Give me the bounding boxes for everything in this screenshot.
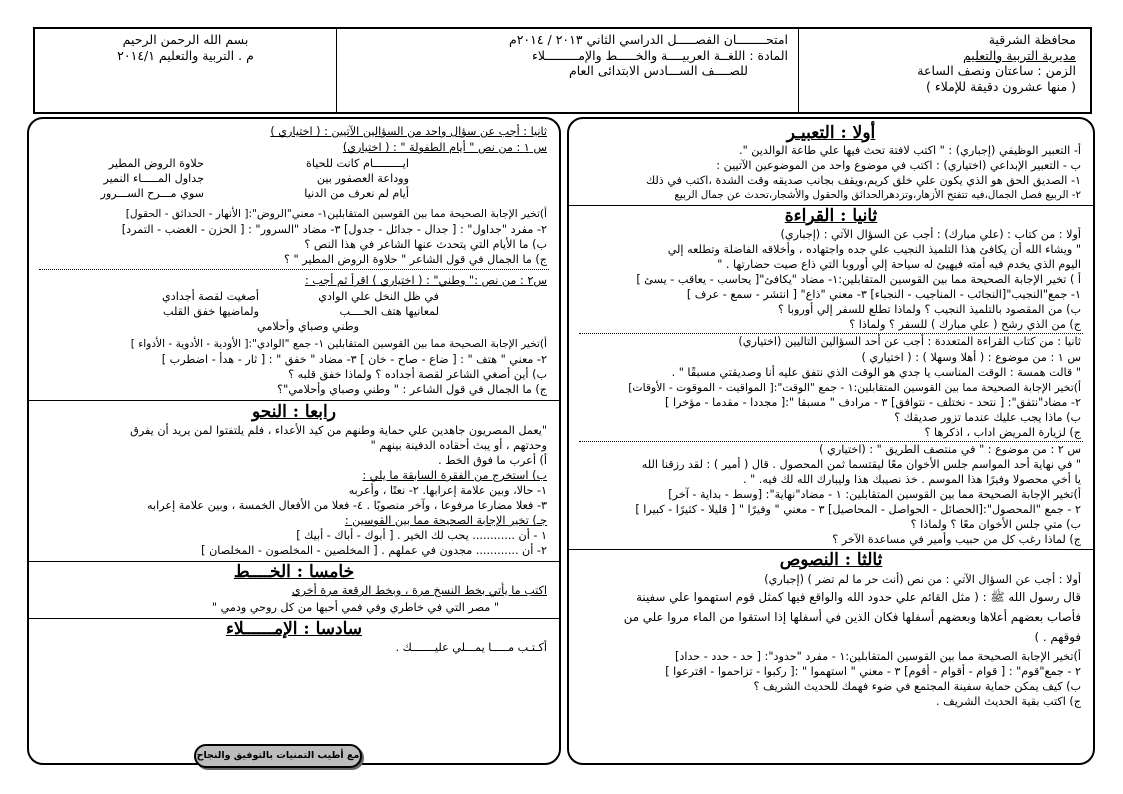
grammar-line: أ) أعرب ما فوق الخط . xyxy=(438,454,547,467)
texts-line: فأصاب بعضهم أعلاها وبعضهم أسفلها فكان الذين في أسفلها إذا استقوا من الماء مروا علي من xyxy=(623,610,1081,624)
left-heading: ثانيا : أجب عن سؤال واحد من السؤالين الآتيين : ( اختياري ) xyxy=(270,125,547,138)
poem1-verse-right: ايـــــــــام كانت للحياة xyxy=(306,157,409,170)
expression-line: أ- التعبير الوظيفي (إجباري) : " اكتب لافتة تحث فيها علي طاعة الوالدين ". xyxy=(739,144,1081,157)
exam-grade: للصــــف الســـادس الابتدائى العام xyxy=(569,63,748,78)
reading-line: س ١ : من موضوع : ( أهلا وسهلا ) : ( اختياري ) xyxy=(861,351,1081,364)
header-left-block xyxy=(35,29,336,112)
reading-line: ج) لزيارة المريض اداب ، اذكرها ؟ xyxy=(924,426,1081,439)
question-1-line: ٢- مفرد "جداول" : [ جدال - جدائل - جدول] ٣- مضاد "السرور" : [ الحزن - الغضب - التمرد] xyxy=(121,223,547,236)
grammar-line: ٢- أن ............ مجدون في عملهم . [ المخلصين - المخلصون - المخلصان ] xyxy=(201,544,547,557)
reading-line: اليوم الذي يخدم فيه أمته فيهيئ له سياحة إلي أوروبا التي ذاع صيت حضارتها . " xyxy=(717,258,1081,271)
question-1-line: ب) ما الأيام التي يتحدث عنها الشاعر في هذا النص ؟ xyxy=(304,238,547,251)
grammar-line: جـ) تخير الإجابة الصحيحة مما بين القوسين : xyxy=(344,514,547,527)
reading-line: س ٢ : من موضوع : " في منتصف الطريق " : (اختياري ) xyxy=(819,443,1081,456)
texts-line: أ)تخير الإجابة الصحيحة مما بين القوسين المتقابلين:١ - مفرد "حدود": [ حد - حدد - حداد] xyxy=(674,650,1081,663)
poem2-verse-right: في ظل النخل علي الوادي xyxy=(318,290,439,303)
section-title-calligraphy: خامسا : الخــــط xyxy=(233,562,355,582)
governorate: محافظة الشرقية xyxy=(988,32,1076,47)
texts-line: أولا : أجب عن السؤال الآتي : من نص (أنت حر ما لم تضر ) (إجباري) xyxy=(764,573,1081,586)
texts-line: ٢ - جمع"قوم" : [ قوام - أقوام - أقوم] ٣ - معني " استهموا " :[ ركبوا - تزاحموا - اقترعوا ] xyxy=(665,665,1081,678)
question-2-line: ٢- معني " هتف " : [ ضاع - صاح - خان ] ٣- مضاد " خفق " : [ ثار - هدأ - اضطرب ] xyxy=(161,353,547,366)
reading-line: أ)تخير الإجابة الصحيحة مما بين القوسين المتقابلين: ١ - مضاد"نهاية": [وسط - بداية - آخر] xyxy=(668,488,1081,501)
poem1-verse-left: سوي مـــرح الســـرور xyxy=(100,187,204,200)
texts-line: قال رسول الله ﷺ : ( مثل القائم علي حدود الله والواقع فيها كمثل قوم استهموا علي سفينة xyxy=(636,590,1081,604)
expression-line: ١- الصديق الحق هو الذي يكون علي خلق كريم،ويقف بجانب صديقه وقت الشدة ،اكتب في ذلك xyxy=(645,174,1081,187)
question-2-title: س٢ : من نص :" وطني" : ( اختياري ) اقرأ ثم أجب : xyxy=(304,274,547,287)
dictation-duration: ( منها عشرون دقيقة للإملاء ) xyxy=(925,78,1076,94)
divider xyxy=(579,441,1083,442)
grammar-line: "يعمل المصريون جاهدين علي حماية وطنهم من كيد الأعداء ، فلم يلتفتوا لمن يريد أن يفرق xyxy=(130,424,547,437)
divider xyxy=(29,400,559,401)
exam-title: امتحــــــــان الفصـــــل الدراسي الثاني ٢٠١٣ / ٢٠١٤م xyxy=(508,32,788,47)
reading-line: ١- جمع"النجيب"[النجائب - المناجيب - النجباء] ٣- معني "ذاع" [ انتشر - سمع - عرف ] xyxy=(686,288,1081,301)
reading-line: ب) متي جلس الأخوان معًا ؟ ولماذا ؟ xyxy=(910,518,1081,531)
reading-line: ٢- مضاد"نتفق": [ نتحد - نختلف - نتوافق] ٣ - مرادف " مسبقا ":[ مجددا - مقدما - مؤخرا ] xyxy=(665,396,1081,409)
question-1-line: أ)تخير الإجابة الصحيحة مما بين القوسين المتقابلين١- معني"الروض":[ الأنهار - الحدائق - الحقول] xyxy=(125,208,547,220)
reading-line: ب) من المقصود بالتلميذ النجيب ؟ ولماذا تطلع للسفر إلي أوروبا ؟ xyxy=(777,303,1081,316)
poem1-verse-right: ووداعة العصفور بين xyxy=(316,172,409,185)
education-date: م . التربية والتعليم ٢٠١٤/١ xyxy=(117,47,254,63)
reading-line: ج) من الذي رشح ( علي مبارك ) للسفر ؟ ولماذا ؟ xyxy=(849,318,1081,331)
expression-line: ب - التعبير الإبداعي (اختياري) : اكتب في موضوع واحد من الموضوعين الآتيين : xyxy=(716,159,1081,172)
poem2-verse-left: ولماضيها خفق القلب xyxy=(162,305,259,318)
texts-line: فوقهم . ) xyxy=(1034,630,1081,644)
good-luck-banner: مع أطيب التمنيات بالتوفيق والنجاح xyxy=(194,744,362,768)
divider xyxy=(39,269,549,270)
reading-line: " في نهاية أحد المواسم جلس الأخوان معًا ليقتسما ثمن المحصول . قال ( أمير ) : لقد رزقنا الله xyxy=(641,458,1081,471)
reading-line: أولا : من كتاب : (علي مبارك) : أجب عن السؤال الآتي : (إجباري) xyxy=(780,228,1081,241)
texts-line: ب) كيف يمكن حماية سفينة المجتمع في ضوء فهمك للحديث الشريف ؟ xyxy=(753,680,1081,693)
expression-line: ٢- الربيع فصل الجمال،فيه تتفتح الأزهار،وتزدهرالحدائق والحقول والأشجار،تحدث عن جمال الربيع xyxy=(674,189,1081,201)
reading-line: ثانيا : من كتاب القراءة المتعددة : أجب عن أحد السؤالين التاليين (اختياري) xyxy=(738,335,1081,348)
reading-line: أ)تخير الإجابة الصحيحة مما بين القوسين المتقابلين:١ - جمع "الوقت":[ المواقيت - الموقوت - الأوقات] xyxy=(628,381,1081,394)
poem2-verse-right: لمعانيها هتف الحــــب xyxy=(339,305,439,318)
reading-line: ب) ماذا يجب عليك عندما تزور صديقك ؟ xyxy=(894,411,1081,424)
header-middle-block xyxy=(336,29,798,112)
section-title-expression: أولا : التعبيـر xyxy=(786,123,876,143)
exam-duration: الزمن : ساعتان ونصف الساعة xyxy=(917,63,1076,78)
section-title-texts: ثالثا : النصوص xyxy=(779,550,883,570)
exam-subject: المادة : اللغــة العربيــــة والخـــــط والإمـــــــــلاء xyxy=(532,47,788,63)
poem2-verse-center: وطني وصباي وأحلامي xyxy=(257,320,359,333)
left-panel xyxy=(27,117,561,765)
reading-line: أ ) تخير الإجابة الصحيحة مما بين القوسين المتقابلين:١- مضاد "يكافئ"[ يحاسب - يعاقب - يسئ ] xyxy=(636,273,1081,286)
section-title-reading: ثانيا : القراءة xyxy=(784,206,878,226)
basmala: بسم الله الرحمن الرحيم xyxy=(122,32,249,47)
grammar-line: وحدتهم ، أو يبث أحقاده الدفينة بينهم " xyxy=(370,439,547,452)
section-title-dictation: سادسا : الإمــــــلاء xyxy=(225,619,363,639)
poem1-verse-left: جداول المـــــاء النمير xyxy=(103,172,204,185)
reading-line: ٢ - جمع "المحصول":[الحصائل - الحواصل - المحاصيل] ٣ - معني " وفيرًا " [ قليلا - كثيرًا - كبيرا ] xyxy=(635,503,1081,516)
calligraphy-line: " مصر التي في خاطري وفي فمي أحبها من كل روحي ودمي " xyxy=(211,601,499,614)
question-1-title: س ١ : من نص " أيام الطفولة " : ( اختياري) xyxy=(342,141,547,154)
poem1-verse-left: حلاوة الروض المطير xyxy=(108,157,204,170)
calligraphy-line: اكتب ما يأتي بخط النسخ مرة ، وبخط الرقعة مرة أخري xyxy=(291,584,547,597)
grammar-line: ١ - أن ............ يحب لك الخير . [ أبوك - أباك - أبيك ] xyxy=(296,529,547,542)
question-1-line: ج) ما الجمال في قول الشاعر " حلاوة الروض المطير " ؟ xyxy=(284,253,547,266)
header-right-block xyxy=(798,29,1090,112)
grammar-line: ٣- فعلا مضارعا مرفوعا ، وآخر منصوبًا . ٤- فعلا من الأفعال الخمسة ، وبين علامة إعرابه xyxy=(147,499,547,512)
directorate: مديرية التربية والتعليم xyxy=(962,47,1076,63)
question-2-line: أ)تخير الإجابة الصحيحة مما بين القوسين المتقابلين ١- جمع "الوادي":[ الأودية - الأدوية - الأدواء ] xyxy=(130,338,547,350)
poem1-verse-right: أيام لم نعرف من الدنيا xyxy=(304,187,409,200)
texts-line: ج) اكتب بقية الحديث الشريف . xyxy=(936,695,1081,708)
section-title-grammar: رابعا : النحو xyxy=(252,402,336,422)
exam-header xyxy=(33,27,1092,114)
poem2-verse-left: أصغيت لقصة أجدادي xyxy=(162,290,259,303)
dictation-line: أكـتـب مـــــا يمـــلي عليـــــــك . xyxy=(395,641,547,654)
question-2-line: ب) أين أصغي الشاعر لقصة أجداده ؟ ولماذا خفق قلبه ؟ xyxy=(288,368,547,381)
reading-line: " قالت همسة : الوقت المناسب يا جدي هو الوقت الذي نتفق عليه أنا وصديقتي مسبقًا " . xyxy=(671,366,1081,379)
reading-line: " ويشاء الله أن يكافئ هذا التلميذ النجيب علي جده واجتهاده ، وأخلاقه الفاضلة وتطلعه إلي xyxy=(667,243,1081,256)
right-panel xyxy=(567,117,1095,765)
reading-line: يا أخي محصولا وفيرًا هذا الموسم . خذ نصيبك هذا وليبارك الله لك فيه. " . xyxy=(742,473,1081,486)
question-2-line: ج) ما الجمال في قول الشاعر : " وطني وصباي وأحلامي"؟ xyxy=(277,383,547,396)
reading-line: ج) لماذا رغب كل من حبيب وأمير في مساعدة الآخر ؟ xyxy=(832,533,1081,546)
grammar-line: ١- حالا، وبين علامة إعرابها. ٢- نعتًا ، وأعربه xyxy=(348,484,547,497)
divider xyxy=(579,333,1083,334)
grammar-line: ب) استخرج من الفقرة السابقة ما يلي : xyxy=(362,469,547,482)
